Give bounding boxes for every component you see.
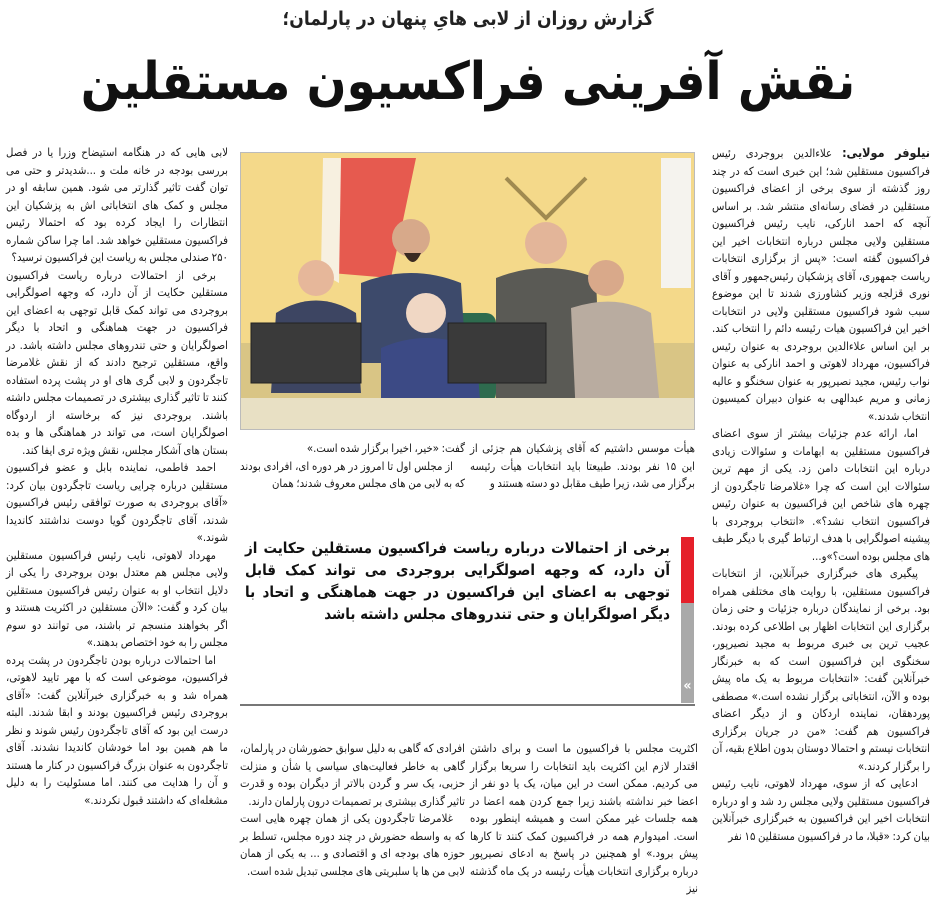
byline: نیلوفر مولایی: xyxy=(842,145,930,160)
center-lower-left-text xyxy=(240,740,465,880)
paragraph: غلامرضا تاجگردون یکی از همان چهره هایی است که به واسطه حضورش در چند دوره مجلس، تسلط بر حوزه های بودجه ای و اقتصادی و ... به یکی از همان لابی من ها یا سلبریتی های مجلسی تبدیل شده است. xyxy=(240,812,465,878)
article-subhead: گزارش روزان از لابی هایِ پنهان در پارلمان؛ xyxy=(282,8,654,30)
pull-quote: برخی از احتمالات درباره ریاست فراکسیون مستقلین حکایت از آن دارد، که وجهه اصولگرایی بروجردی می تواند کمک قابل توجهی به اعضای این فراکسیون در جهت هماهنگی و اتحاد با دیگر اصولگرایان و حتی تندروهای مجلس داشته باشد xyxy=(245,539,670,623)
paragraph xyxy=(712,144,930,425)
paragraph: مهرداد لاهوتی، نایب رئیس فراکسیون مستقلین ولایی مجلس هم معتدل بودن بروجردی را یکی از دلایل انتخاب او به عنوان رئیس فراکسیون مستقلین بیان کرد و گفت: «الآن مستقلین در اکثریت هستند و اگر بخواهند منسجم تر باشند، می توانند دو سوم مجلس را به خود اختصاص بدهند.» xyxy=(6,548,228,649)
paragraph: افرادی که گاهی به دلیل سوابق حضورشان در پارلمان، گاهی به خاطر فعالیت‌های سیاسی یا شأن و منزلت حزبی، یک سر و گردن بالاتر از دیگران بوده و قدرت تاثیر گذاری بیشتری بر تصمیمات درون پارلمان دارند. xyxy=(240,742,465,808)
pull-quote-accent-bar xyxy=(681,537,694,603)
right-column xyxy=(712,144,930,845)
divider xyxy=(240,704,695,706)
quote-mark-icon: « xyxy=(683,678,692,694)
left-column xyxy=(6,144,228,809)
paragraph: ادعایی که از سوی، مهرداد لاهوتی، نایب رئیس فراکسیون مستقلین ولایی مجلس رد شد و او درباره انتخابات اخیر این فراکسیون به خبرگزاری خبرآنلاین بیان کرد: «قبلا، ما در فراکسیون مستقلین ۱۵ نفر xyxy=(712,777,930,843)
paragraph: اکثریت مجلس با فراکسیون ما است و برای داشتن اقتدار لازم این اکثریت باید انتخابات را سریعا برگزار می کردیم. ممکن است در این میان، یک یا دو نفر از اعضا خبر نداشته باشند زیرا جمع کردن همه اعضا در همه جلسات غیر ممکن است و همیشه اینطور بوده است. امیدوارم همه در فراکسیون کمک کنند تا کارها پیش برود.» او همچنین در پاسخ به ادعای نصیرپور درباره برگزاری انتخابات هیأت رئیسه در یک ماه گذشته نیز xyxy=(470,742,698,895)
paragraph: برخی از احتمالات درباره ریاست فراکسیون مستقلین حکایت از آن دارد، که وجهه اصولگرایی بروجردی می تواند کمک قابل توجهی به اعضای این فراکسیون در جهت هماهنگی و اتحاد با دیگر اصولگرایان و حتی تندروهای مجلس داشته باشد. در واقع، مستقلین ترجیح دادند که از نقش غلامرضا تاجگردون و لابی گری های او در پشت پرده استفاده کنند تا تاثیر گذاری بیشتری در تصمیمات مجلس داشته باشند. بروجردی نیز که برخاسته از اردوگاه اصولگرایان است، می تواند در هماهنگی ها و بده بستان های آشکار مجلس، نقش ویژه تری ایفا کند. xyxy=(6,268,228,457)
center-upper-right-text xyxy=(470,440,695,493)
paragraph: اما، ارائه عدم جزئیات بیشتر از سوی اعضای فراکسیون مستقلین به ابهامات و سئوالات زیادی درباره این انتخابات دامن زد. یکی از مهم ترین سئوالات این است که چرا «غلامرضا تاجگردون از چهره های شاخص این فراکسیون به عنوان رئیس فراکسیون انتخاب نشد؟». «انتخاب بروجردی با پیشینه اصولگرایی با هدف ارتباط گیری با دیگر طیف های مجلس بوده است؟»و... xyxy=(712,427,930,563)
paragraph: احمد فاطمی، نماینده بابل و عضو فراکسیون مستقلین درباره چرایی ریاست تاجگردون بیان کرد: «آقای بروجردی به صورت توافقی رئیس فراکسیون شدند، آقای تاجگردون گویا دوست نداشتند کاندیدا شوند.» xyxy=(6,461,228,544)
paragraph: هیأت موسس داشتیم که آقای پزشکیان هم جزئی از این ۱۵ نفر بودند. طبیعتا باید انتخابات هیأت رئیسه برگزار می شد، زیرا طیف مقابل دو دسته هستند و xyxy=(470,442,695,490)
photo-image xyxy=(241,153,695,430)
paragraph: گفت: «خیر، اخیرا برگزار شده است.» xyxy=(306,442,465,455)
paragraph: از مجلس اول تا امروز در هر دوره ای، افرادی بودند که به لابی من های مجلس معروف شدند؛ همان xyxy=(240,459,465,490)
paragraph-text: علاءالدین بروجردی رئیس فراکسیون مستقلین شد؛ این خبری است که در چند روز گذشته از سوی برخی از اعضای فراکسیون مستقلین در فضای رسانه‌ای منتشر شد. بر اساس آنچه که احمد انارکی، نایب رئیس فراکسیون مستقلین ولایی مجلس درباره انتخابات اخیر این فراکسیون گفته است: «پس از برگزاری انتخابات ریاست جمهوری، آقای پزشکیان رئیس‌جمهور و آقای نوری قزلجه وزیر کشاورزی شدند تا این موضوع سبب شود فراکسیون مستقلین ولایی در انتخابات اخیر این فراکسیون هیات رئیسه دائم را انتخاب کند. بر این اساس علاءالدین بروجردی به عنوان رئیس فراکسیون، مهرداد لاهوتی و احمد انارکی به عنوان نواب رئیس، مجید نصیرپور به عنوان سخنگو و عالیه زمانی و مریم عبدالهی به عنوان دبیران کمیسیون انتخاب شدند.» xyxy=(712,147,930,423)
center-lower-right-text xyxy=(470,740,698,898)
center-upper-left-text xyxy=(240,440,465,493)
parliament-photo xyxy=(240,152,695,430)
paragraph: لابی هایی که در هنگامه استیضاح وزرا یا در فصل بررسی بودجه در خانه ملت و ...شدیدتر و حتی می توان گفت تاثیر گذارتر می شود. همین سابقه او در مجلس و کمک های انتخاباتی اش به پزشکیان این انتظارات را ایجاد کرده بود که احتمالا رئیس فراکسیون مستقلین خواهد شد. اما چرا ساکن شماره ۲۵۰ صندلی مجلس به ریاست این فراکسیون نرسید؟ xyxy=(6,146,228,264)
paragraph: اما احتمالات درباره بودن تاجگردون در پشت پرده فراکسیون، موضوعی است که با مهر تایید لاهوتی، همراه شد و به خبرگزاری خبرآنلاین گفت: «آقای بروجردی رئیس فراکسیون بودند و ابقا شدند. البته درست این بود که آقای تاجگردون رئیس شوند و نظر ما هم همین بود اما خودشان کاندیدا نشدند. آقای تاجگردون به عنوان بزرگ فراکسیون در کنار ما هستند و آن را هدایت می کنند. اما مسئولیت را به دلیل مشغله‌ای که داشتند قبول نکردند.» xyxy=(6,653,228,807)
paragraph: پیگیری های خبرگزاری خبرآنلاین، از انتخابات فراکسیون مستقلین، با روایت های مختلفی همراه بود. برخی از نمایندگان درباره جزئیات و حتی زمان برگزاری این انتخابات اظهار بی اطلاعی کرده بودند. عجیب ترین بی خبری مربوط به مجید نصیرپور، سخنگوی این فراکسیون است که به خبرنگار خبرآنلاین گفت: «انتخابات مربوط به یک ماه پیش بوده و الآن، انتخاباتی برگزار نشده است.» مصطفی پوردهقان، نماینده اردکان و از دیگر اعضای فراکسیون هم گفت: «من در جریان برگزاری انتخابات نیستم و احتمالا دوستان بدون اطلاع بقیه، آن را برگزار کردند.» xyxy=(712,567,930,773)
article-headline: نقش آفرینی فراکسیون مستقلین xyxy=(80,52,856,112)
